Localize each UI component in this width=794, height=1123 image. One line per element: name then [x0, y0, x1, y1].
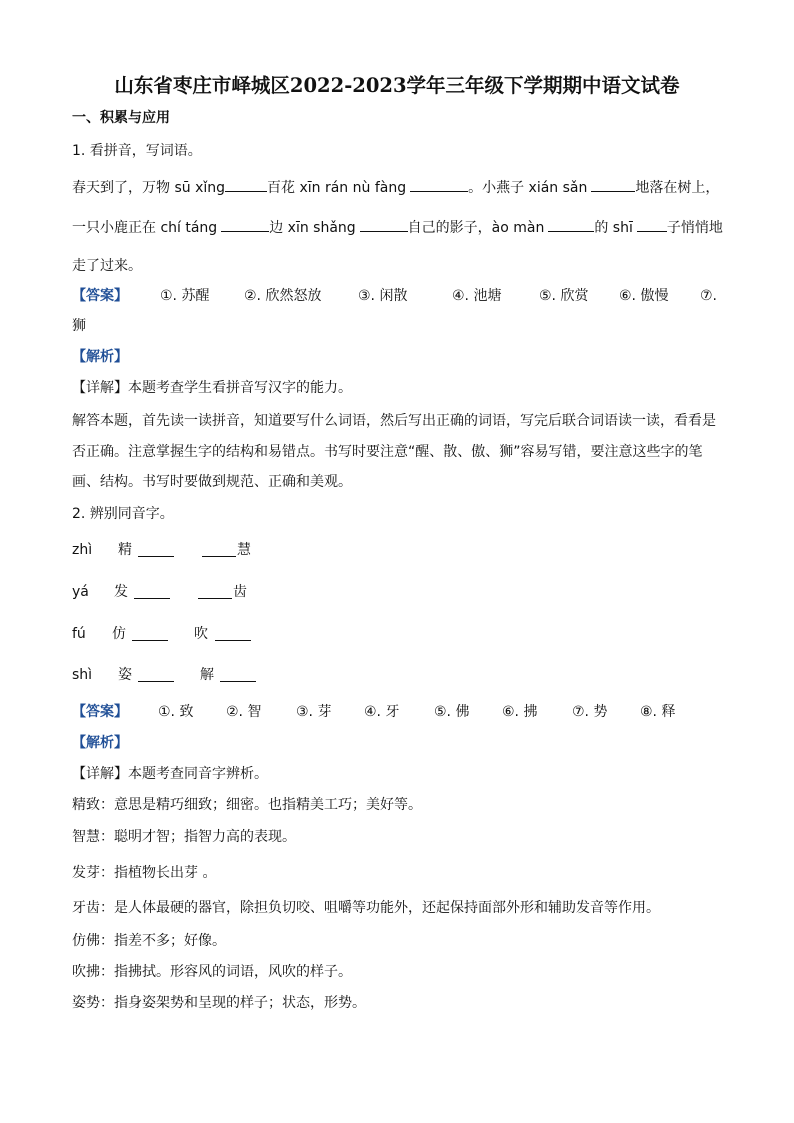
answer-label: 【答案】 — [72, 704, 128, 720]
answer-blank[interactable] — [591, 178, 635, 192]
q1-l1-part-c: 。小燕子 xián sǎn — [468, 180, 588, 196]
q1-l1-part-a: 春天到了，万物 sū xǐng — [72, 180, 226, 196]
answer-item: ⑥. 拂 — [502, 704, 538, 720]
section-heading: 一、积累与应用 — [72, 110, 170, 126]
question-1-line-1 — [72, 178, 719, 198]
answer-item: ⑤. 欣赏 — [539, 288, 589, 304]
answer-blank[interactable] — [220, 668, 256, 682]
definition-line: 智慧：聪明才智；指智力高的表现。 — [72, 829, 296, 845]
q1-l2-part-d: 的 shī — [594, 220, 633, 236]
question-1-prompt: 1. 看拼音，写词语。 — [72, 143, 202, 159]
answer-item: ④. 池塘 — [452, 288, 502, 304]
q1-l1-part-d: 地落在树上， — [635, 180, 720, 196]
pinyin-label: yá — [72, 584, 89, 600]
word-char: 发 — [114, 584, 128, 600]
word-char: 精 — [118, 542, 132, 558]
answer-blank[interactable] — [637, 218, 667, 232]
definition-line: 发芽：指植物长出芽 。 — [72, 865, 217, 881]
answer-blank[interactable] — [198, 585, 232, 599]
answer-item: ⑧. 释 — [640, 704, 676, 720]
word-char: 仿 — [112, 626, 126, 642]
q1-l2-part-b: 边 xīn shǎng — [269, 220, 356, 236]
answer-item: ⑤. 佛 — [434, 704, 470, 720]
definition-line: 精致：意思是精巧细致；细密。也指精美工巧；美好等。 — [72, 797, 422, 813]
answer-item: ①. 苏醒 — [160, 288, 210, 304]
answer-blank[interactable] — [221, 218, 269, 232]
question-2-prompt: 2. 辨别同音字。 — [72, 506, 174, 522]
word-char: 解 — [200, 667, 214, 683]
question-1-line-2 — [72, 218, 723, 238]
answer-blank[interactable] — [134, 585, 170, 599]
answer-item: ②. 欣然怒放 — [244, 288, 322, 304]
answer-item: ⑦. 势 — [572, 704, 608, 720]
q1-l2-part-e: 子悄悄地 — [666, 220, 723, 236]
answer-blank[interactable] — [225, 178, 267, 192]
definition-line: 姿势：指身姿架势和呈现的样子；状态，形势。 — [72, 995, 366, 1011]
answer-blank[interactable] — [202, 543, 236, 557]
word-char: 吹 — [194, 626, 208, 642]
answer-blank[interactable] — [138, 543, 174, 557]
word-char: 慧 — [237, 542, 251, 558]
detail-text: 【详解】本题考查学生看拼音写汉字的能力。 — [72, 380, 352, 396]
pinyin-label: fú — [72, 626, 86, 642]
explanation-paragraph-line: 画、结构。书写时要做到规范、正确和美观。 — [72, 474, 352, 490]
answer-item: ⑥. 傲慢 — [619, 288, 669, 304]
pinyin-label: shì — [72, 667, 93, 683]
word-char: 齿 — [233, 584, 247, 600]
answer-item: ③. 芽 — [296, 704, 332, 720]
answer-item: ③. 闲散 — [358, 288, 408, 304]
answer-blank[interactable] — [360, 218, 408, 232]
analysis-label: 【解析】 — [72, 735, 128, 751]
page-title: 山东省枣庄市峄城区2022-2023学年三年级下学期期中语文试卷 — [114, 74, 680, 97]
answer-item: ②. 智 — [226, 704, 262, 720]
q1-l2-part-c: 自己的影子，ào màn — [407, 220, 545, 236]
answer-item: ④. 牙 — [364, 704, 400, 720]
answer-item: ①. 致 — [158, 704, 194, 720]
answer-blank[interactable] — [215, 627, 251, 641]
definition-line: 牙齿：是人体最硬的器官，除担负切咬、咀嚼等功能外，还起保持面部外形和辅助发音等作用。 — [72, 900, 660, 916]
answer-label: 【答案】 — [72, 288, 128, 304]
answer-item: ⑦. — [700, 288, 718, 304]
detail-text: 【详解】本题考查同音字辨析。 — [72, 766, 268, 782]
explanation-paragraph-line: 否正确。注意掌握生字的结构和易错点。书写时要注意“醒、散、傲、狮”容易写错，要注意这些字的笔 — [72, 444, 703, 460]
explanation-paragraph-line: 解答本题，首先读一读拼音，知道要写什么词语，然后写出正确的词语，写完后联合词语读一读，看看是 — [72, 413, 716, 429]
word-char: 姿 — [118, 667, 132, 683]
definition-line: 吹拂：指拂拭。形容风的词语，风吹的样子。 — [72, 964, 352, 980]
answer-blank[interactable] — [410, 178, 468, 192]
pinyin-label: zhì — [72, 542, 93, 558]
q1-l2-part-a: 一只小鹿正在 chí táng — [72, 220, 218, 236]
analysis-label: 【解析】 — [72, 349, 128, 365]
answer-blank[interactable] — [138, 668, 174, 682]
answer-blank[interactable] — [132, 627, 168, 641]
question-1-line-3: 走了过来。 — [72, 258, 142, 274]
answer-continuation: 狮 — [72, 318, 86, 334]
definition-line: 仿佛：指差不多；好像。 — [72, 933, 226, 949]
q1-l1-part-b: 百花 xīn rán nù fàng — [267, 180, 407, 196]
answer-blank[interactable] — [548, 218, 594, 232]
